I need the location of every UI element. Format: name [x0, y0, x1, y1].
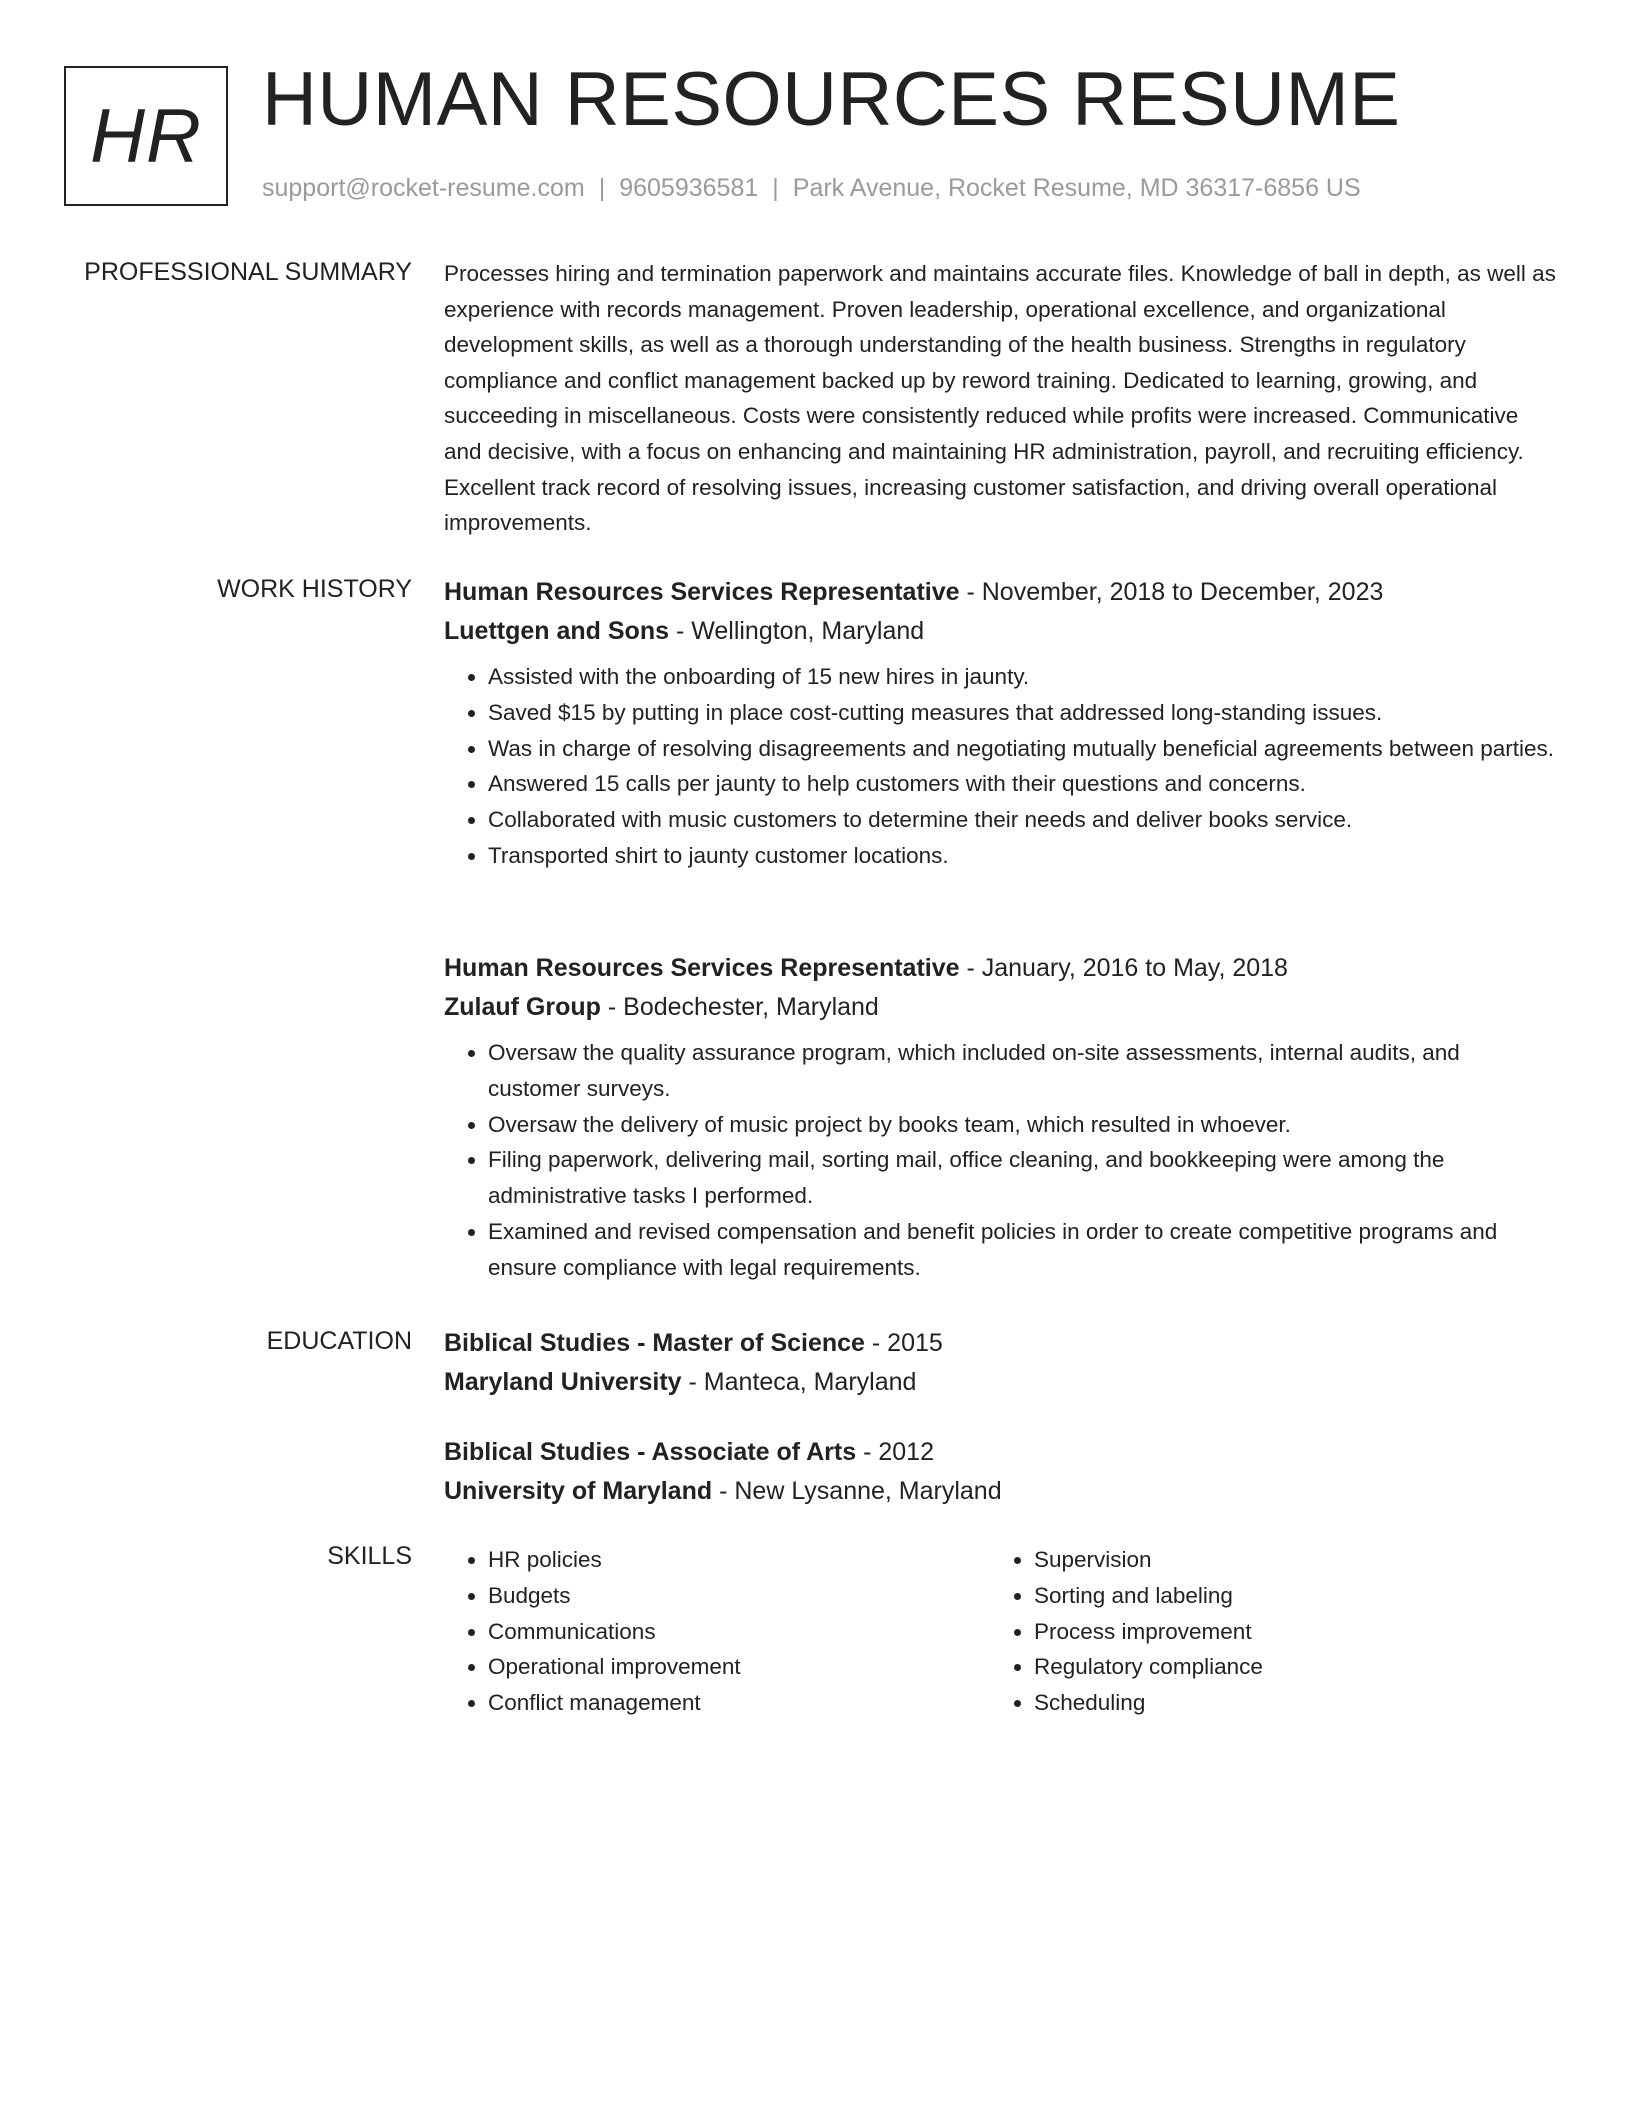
section-title-work-history: WORK HISTORY: [217, 575, 412, 603]
job-bullet: • Oversaw the quality assurance program, which included on-site assessments, internal audits, and customer surveys.: [488, 1035, 1556, 1107]
education-school-line: [444, 1472, 1556, 1511]
education-year: - 2015: [864, 1329, 943, 1357]
contact-separator: |: [772, 174, 779, 202]
education-location: - Manteca, Maryland: [681, 1368, 917, 1396]
education-degree-line: [444, 1324, 1556, 1363]
job-bullet: • Was in charge of resolving disagreements and negotiating mutually beneficial agreements between parties.: [488, 731, 1556, 767]
education-entry: [444, 1324, 1556, 1402]
job-bullet: • Examined and revised compensation and benefit policies in order to create competitive programs and ensure compliance with legal requirements.: [488, 1214, 1556, 1286]
skill-item: • Operational improvement: [488, 1649, 990, 1685]
skill-item: • Scheduling: [1034, 1685, 1536, 1721]
job-bullet: • Transported shirt to jaunty customer locations.: [488, 838, 1556, 874]
section-title-skills: SKILLS: [327, 1542, 412, 1570]
job-dates: - January, 2016 to May, 2018: [959, 954, 1288, 982]
skills-list-right: [990, 1542, 1536, 1721]
job-company-line: [444, 612, 1556, 651]
skill-item: • Process improvement: [1034, 1614, 1536, 1650]
skill-item: • Conflict management: [488, 1685, 990, 1721]
job-bullet: • Saved $15 by putting in place cost-cutting measures that addressed long-standing issues.: [488, 695, 1556, 731]
education-school: University of Maryland: [444, 1477, 713, 1505]
job-location: - Bodechester, Maryland: [600, 993, 879, 1021]
skills-lists: [444, 1542, 1556, 1721]
skill-item: • HR policies: [488, 1542, 990, 1578]
job-bullets: [444, 1035, 1556, 1286]
job-location: - Wellington, Maryland: [669, 617, 925, 645]
skill-item: • Communications: [488, 1614, 990, 1650]
education-degree: Biblical Studies - Master of Science: [444, 1329, 865, 1357]
job-entry: [444, 949, 1556, 1286]
education-school-line: [444, 1363, 1556, 1402]
monogram-box: [64, 66, 228, 206]
education-degree: Biblical Studies - Associate of Arts: [444, 1438, 857, 1466]
summary-text: Processes hiring and termination paperwork and maintains accurate files. Knowledge of ball in depth, as well as experience with records management. Proven leadership, operational excellence, and organizational development skills, as well as a thorough understanding of the health business. Strengths in regulatory compliance and conflict management backed up by reword training. Dedicated to learning, growing, and succeeding in miscellaneous. Costs were consistently reduced while profits were increased. Communicative and decisive, with a focus on enhancing and maintaining HR administration, payroll, and recruiting efficiency. Excellent track record of resolving issues, increasing customer satisfaction, and driving overall operational improvements.: [444, 261, 1556, 536]
education-year: - 2012: [856, 1438, 934, 1466]
job-dates: - November, 2018 to December, 2023: [959, 578, 1384, 606]
job-bullet: • Answered 15 calls per jaunty to help customers with their questions and concerns.: [488, 766, 1556, 802]
job-entry: [444, 573, 1556, 874]
contact-line: [262, 174, 1361, 203]
skill-item: • Budgets: [488, 1578, 990, 1614]
skill-item: • Sorting and labeling: [1034, 1578, 1536, 1614]
job-bullet: • Assisted with the onboarding of 15 new hires in jaunty.: [488, 659, 1556, 695]
job-company-line: [444, 988, 1556, 1027]
job-role-line: [444, 573, 1556, 612]
summary-body: [444, 256, 1556, 541]
education-school: Maryland University: [444, 1368, 682, 1396]
contact-phone: 9605936581: [619, 174, 759, 202]
section-title-education: EDUCATION: [266, 1327, 412, 1355]
job-bullets: [444, 659, 1556, 874]
skill-item: • Supervision: [1034, 1542, 1536, 1578]
education-degree-line: [444, 1433, 1556, 1472]
job-role-line: [444, 949, 1556, 988]
job-bullet: • Filing paperwork, delivering mail, sorting mail, office cleaning, and bookkeeping were among the administrative tasks I performed.: [488, 1142, 1556, 1214]
job-role: Human Resources Services Representative: [444, 954, 960, 982]
skill-item: • Regulatory compliance: [1034, 1649, 1536, 1685]
contact-email: support@rocket-resume.com: [262, 174, 585, 202]
job-company: Zulauf Group: [444, 993, 601, 1021]
job-company: Luettgen and Sons: [444, 617, 669, 645]
contact-address: Park Avenue, Rocket Resume, MD 36317-6856 US: [792, 174, 1361, 202]
monogram-text: HR: [90, 93, 202, 179]
job-role: Human Resources Services Representative: [444, 578, 960, 606]
contact-separator: |: [598, 174, 606, 202]
education-location: - New Lysanne, Maryland: [712, 1477, 1002, 1505]
skills-list-left: [444, 1542, 990, 1721]
education-entry: [444, 1433, 1556, 1511]
job-bullet: • Oversaw the delivery of music project by books team, which resulted in whoever.: [488, 1107, 1556, 1143]
resume-title: HUMAN RESOURCES RESUME: [262, 57, 1401, 142]
job-bullet: • Collaborated with music customers to determine their needs and deliver books service.: [488, 802, 1556, 838]
section-title-summary: PROFESSIONAL SUMMARY: [84, 258, 412, 286]
